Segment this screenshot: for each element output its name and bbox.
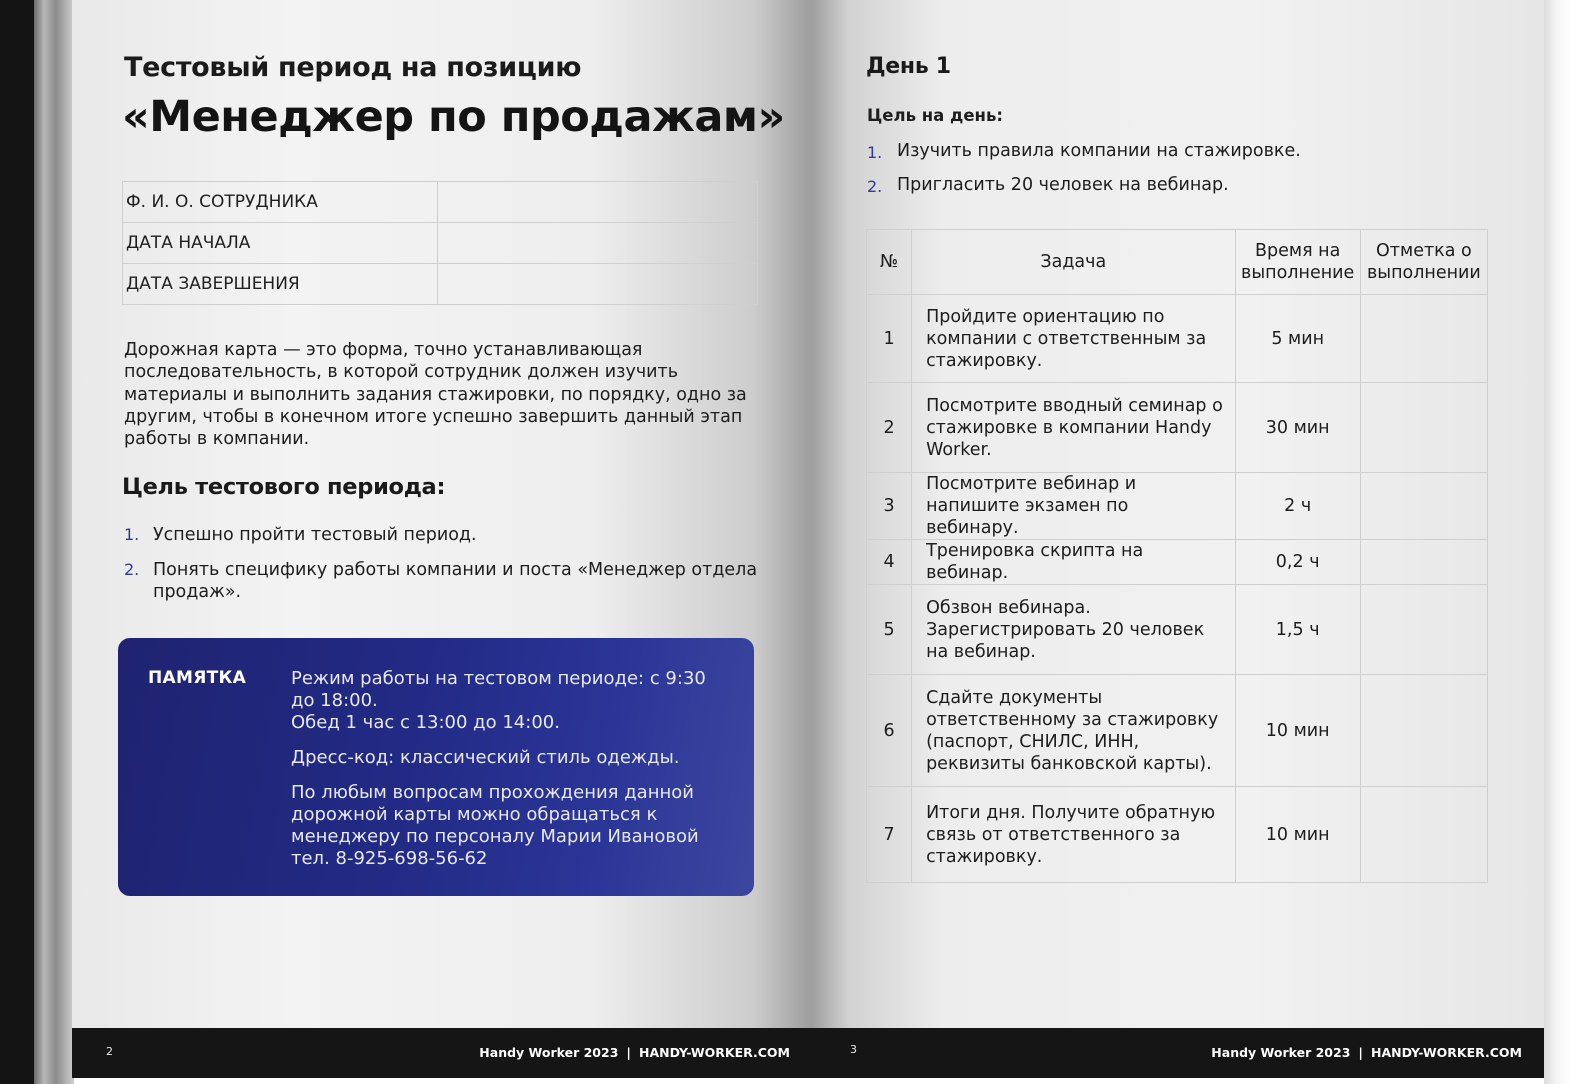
task-time: 5 мин [1235,295,1360,383]
list-item-text: Понять специфику работы компании и поста «Менеджер отдела продаж». [153,560,758,602]
task-description: Посмотрите вебинар и напишите экзамен по вебинару. [912,473,1236,540]
task-time: 2 ч [1235,473,1360,540]
task-mark-cell[interactable] [1360,383,1487,473]
memo-dress-code: Дресс-код: классический стиль одежды. [291,747,680,768]
memo-box [118,638,754,896]
page-footer [812,1028,1544,1078]
list-item-text: Пригласить 20 человек на вебинар. [897,175,1229,195]
footer-brand [479,1045,790,1060]
page-footer [72,1028,812,1078]
goal-heading: Цель тестового периода: [122,474,446,500]
task-description: Тренировка скрипта на вебинар. [912,540,1236,585]
task-description: Итоги дня. Получите обратную связь от ответственного за стажировку. [912,787,1236,883]
right-page [812,0,1544,1078]
task-description: Сдайте документы ответственному за стажировку (паспорт, СНИЛС, ИНН, реквизиты банковской карты). [912,675,1236,787]
task-time: 0,2 ч [1235,540,1360,585]
memo-paragraph [291,668,711,734]
list-number: 2. [867,177,883,196]
day-goal-list [867,140,1507,208]
list-item-text: Успешно пройти тестовый период. [153,525,477,545]
task-description: Посмотрите вводный семинар о стажировке в компании Handy Worker. [912,383,1236,473]
table-row [867,540,1488,585]
task-number: 1 [867,295,912,383]
page-number: 3 [850,1043,857,1056]
task-time: 1,5 ч [1235,585,1360,675]
task-number: 3 [867,473,912,540]
memo-contact: По любым вопросам прохождения данной дорожной карты можно обращаться к менеджеру по персоналу Марии Ивановой тел. 8-925-698-56-62 [291,782,699,869]
list-item [124,559,764,603]
task-table [866,229,1488,883]
employee-name-label: Ф. И. О. СОТРУДНИКА [123,182,438,223]
task-number: 4 [867,540,912,585]
memo-lunch: Обед 1 час с 13:00 до 14:00. [291,712,560,733]
website-link[interactable]: HANDY-WORKER.COM [638,1045,790,1060]
list-item-text: Изучить правила компании на стажировке. [897,141,1301,161]
table-row [867,585,1488,675]
list-item [867,140,1507,162]
list-number: 2. [124,560,140,579]
start-date-label: ДАТА НАЧАЛА [123,223,438,264]
task-time: 10 мин [1235,675,1360,787]
task-mark-cell[interactable] [1360,473,1487,540]
book-cover-edge [0,0,38,1084]
day-goal-label: Цель на день: [867,106,1003,125]
book-page-edges [34,0,74,1084]
goal-list [124,524,764,616]
column-header-mark: Отметка о выполнении [1360,230,1487,295]
footer-separator: | [1358,1045,1363,1060]
task-mark-cell[interactable] [1360,540,1487,585]
list-number: 1. [867,143,883,162]
left-page [72,0,812,1078]
table-row [867,675,1488,787]
task-number: 6 [867,675,912,787]
task-mark-cell[interactable] [1360,675,1487,787]
memo-body [291,668,711,883]
table-header-row [867,230,1488,295]
task-description: Пройдите ориентацию по компании с ответственным за стажировку. [912,295,1236,383]
table-row [123,223,758,264]
list-item [867,174,1507,196]
employee-name-field[interactable] [438,182,758,223]
day-title: День 1 [866,54,951,79]
table-row [123,182,758,223]
position-title: «Менеджер по продажам» [122,92,785,142]
task-number: 2 [867,383,912,473]
table-row [867,383,1488,473]
column-header-task: Задача [912,230,1236,295]
task-description: Обзвон вебинара. Зарегистрировать 20 человек на вебинар. [912,585,1236,675]
footer-separator: | [626,1045,631,1060]
table-row [867,787,1488,883]
footer-brand [1211,1045,1522,1060]
brand-name: Handy Worker 2023 [479,1045,619,1060]
column-header-time: Время на выполнение [1235,230,1360,295]
end-date-field[interactable] [438,264,758,305]
memo-label: ПАМЯТКА [148,668,247,688]
task-number: 7 [867,787,912,883]
employee-info-table [122,181,758,305]
column-header-number: № [867,230,912,295]
task-number: 5 [867,585,912,675]
book-page-edges-right [1544,0,1572,1084]
start-date-field[interactable] [438,223,758,264]
task-time: 30 мин [1235,383,1360,473]
end-date-label: ДАТА ЗАВЕРШЕНИЯ [123,264,438,305]
list-number: 1. [124,525,140,544]
task-mark-cell[interactable] [1360,295,1487,383]
memo-work-hours: Режим работы на тестовом периоде: с 9:30 до 18:00. [291,668,706,711]
task-mark-cell[interactable] [1360,787,1487,883]
task-mark-cell[interactable] [1360,585,1487,675]
brand-name: Handy Worker 2023 [1211,1045,1351,1060]
website-link[interactable]: HANDY-WORKER.COM [1370,1045,1522,1060]
intro-paragraph: Дорожная карта — это форма, точно устанавливающая последовательность, в которой сотрудник должен изучить материалы и выполнить задания стажировки, по порядку, одно за другим, чтобы в конечном итоге успешно завершить данный этап работы в компании. [124,340,747,450]
task-time: 10 мин [1235,787,1360,883]
document-title: Тестовый период на позицию [124,52,582,83]
page-number: 2 [106,1045,113,1058]
list-item [124,524,764,546]
table-row [867,295,1488,383]
table-row [123,264,758,305]
table-row [867,473,1488,540]
